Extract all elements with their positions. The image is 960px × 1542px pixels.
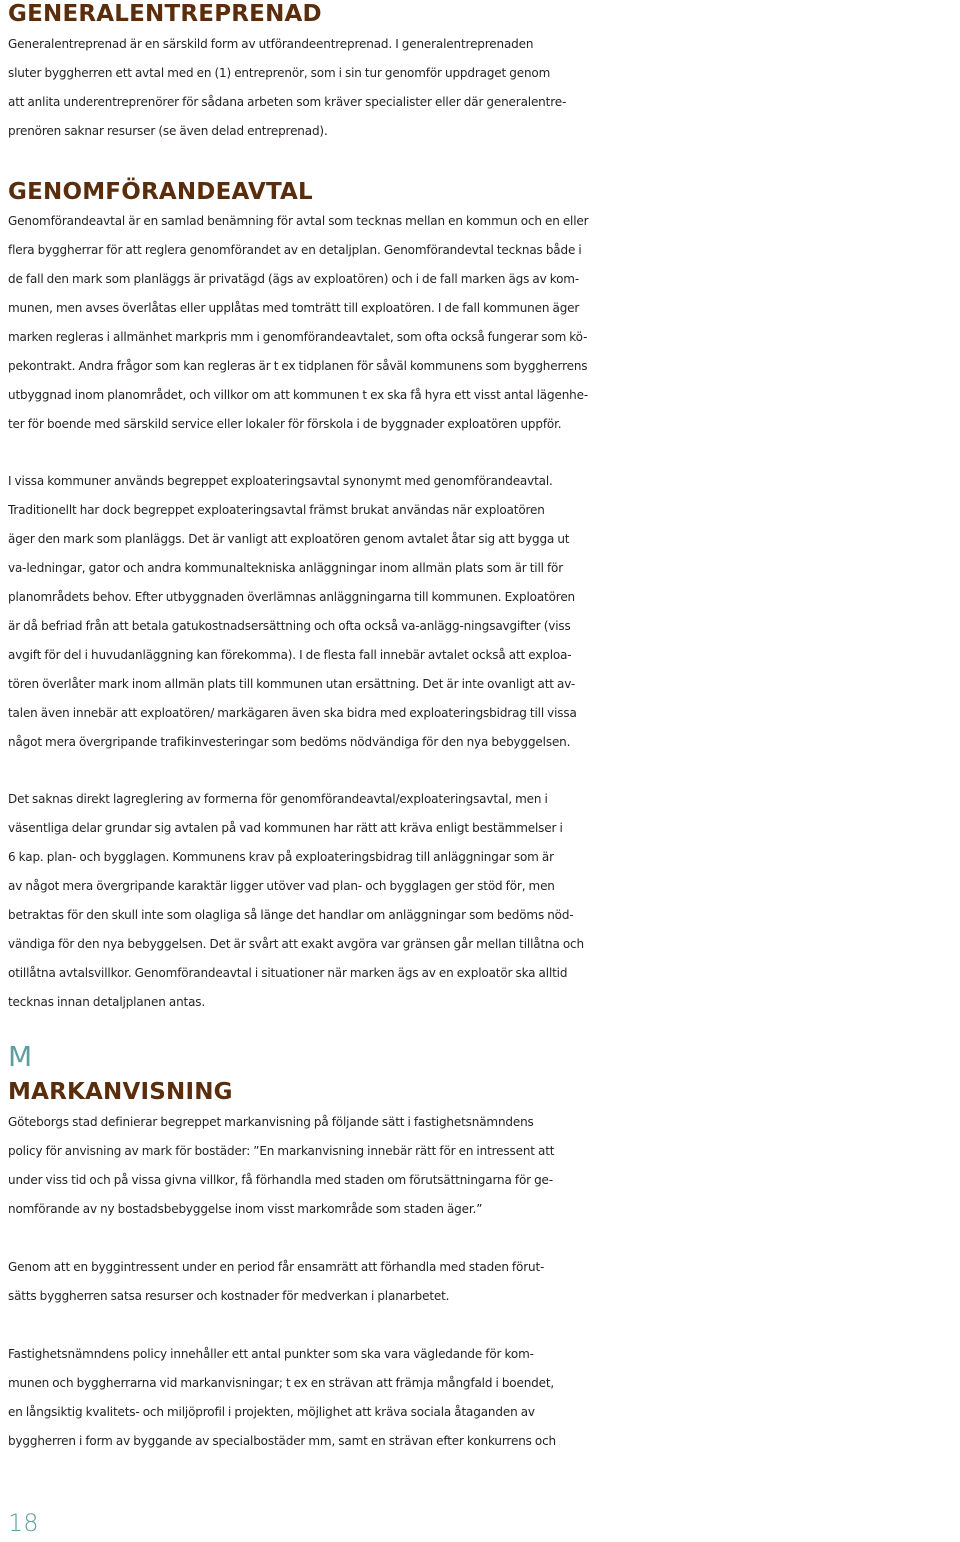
text-line: av något mera övergripande karaktär ligger utöver vad plan- och bygglagen ger stöd för, men <box>8 879 555 893</box>
text-line: något mera övergripande trafikinvesteringar som bedöms nödvändiga för den nya bebyggelsen. <box>8 735 571 749</box>
text-line: Fastighetsnämndens policy innehåller ett antal punkter som ska vara vägledande för kom- <box>8 1347 534 1361</box>
text-line: munen, men avses överlåtas eller upplåtas med tomträtt till exploatören. I de fall kommunen äger <box>8 301 580 315</box>
section-letter-m: M <box>8 1040 33 1073</box>
text-line: avgift för del i huvudanläggning kan förekomma). I de flesta fall innebär avtalet också att exploa- <box>8 648 572 662</box>
text-line: marken regleras i allmänhet markpris mm i genomförandeavtalet, som ofta också fungerar som kö- <box>8 330 588 344</box>
text-line: vändiga för den nya bebyggelsen. Det är svårt att exakt avgöra var gränsen går mellan tillåtna och <box>8 937 584 951</box>
text-line: en långsiktig kvalitets- och miljöprofil i projekten, möjlighet att kräva sociala åtaganden av <box>8 1405 535 1419</box>
text-line: planområdets behov. Efter utbyggnaden överlämnas anläggningarna till kommunen. Exploatören <box>8 590 576 604</box>
text-line: otillåtna avtalsvillkor. Genomförandeavtal i situationer när marken ägs av en exploatör ska alltid <box>8 966 568 980</box>
heading-genomforandeavtal: GENOMFÖRANDEAVTAL <box>8 179 313 205</box>
text-line: Generalentreprenad är en särskild form av utförandeentreprenad. I generalentreprenaden <box>8 37 534 51</box>
text-line: tören överlåter mark inom allmän plats till kommunen utan ersättning. Det är inte ovanligt att av- <box>8 677 576 691</box>
paragraph-markanvisning-2 <box>8 1253 958 1311</box>
text-line: Traditionellt har dock begreppet exploateringsavtal främst brukat användas när exploatören <box>8 503 545 517</box>
text-line: Genomförandeavtal är en samlad benämning för avtal som tecknas mellan en kommun och en eller <box>8 214 589 228</box>
text-line: flera byggherrar för att reglera genomförandet av en detaljplan. Genomförandevtal tecknas både i <box>8 243 582 257</box>
text-line: sluter byggherren ett avtal med en (1) entreprenör, som i sin tur genomför uppdraget genom <box>8 66 551 80</box>
paragraph-genomforandeavtal-3 <box>8 785 958 1017</box>
text-line: talen även innebär att exploatören/ markägaren även ska bidra med exploateringsbidrag till vissa <box>8 706 577 720</box>
text-line: Genom att en byggintressent under en period får ensamrätt att förhandla med staden förut- <box>8 1260 545 1274</box>
text-line: pekontrakt. Andra frågor som kan regleras är t ex tidplanen för såväl kommunens som byggherrens <box>8 359 588 373</box>
text-line: är då befriad från att betala gatukostnadsersättning och ofta också va-anlägg-ningsavgifter (viss <box>8 619 571 633</box>
text-line: utbyggnad inom planområdet, och villkor om att kommunen t ex ska få hyra ett visst antal lägenhe- <box>8 388 589 402</box>
page-number: 18 <box>8 1509 39 1537</box>
text-line: va-ledningar, gator och andra kommunaltekniska anläggningar inom allmän plats som är till för <box>8 561 564 575</box>
heading-generalentreprenad: GENERALENTREPRENAD <box>8 1 322 27</box>
text-line: Göteborgs stad definierar begreppet markanvisning på följande sätt i fastighetsnämndens <box>8 1115 534 1129</box>
text-line: tecknas innan detaljplanen antas. <box>8 995 206 1009</box>
paragraph-generalentreprenad <box>8 30 958 146</box>
text-line: munen och byggherrarna vid markanvisningar; t ex en strävan att främja mångfald i boendet, <box>8 1376 555 1390</box>
text-line: policy för anvisning av mark för bostäder: ”En markanvisning innebär rätt för en intressent att <box>8 1144 555 1158</box>
text-line: äger den mark som planläggs. Det är vanligt att exploatören genom avtalet åtar sig att bygga ut <box>8 532 570 546</box>
text-line: prenören saknar resurser (se även delad entreprenad). <box>8 124 328 138</box>
text-line: betraktas för den skull inte som olagliga så länge det handlar om anläggningar som bedöms nöd- <box>8 908 574 922</box>
heading-markanvisning: MARKANVISNING <box>8 1079 233 1105</box>
text-line: 6 kap. plan- och bygglagen. Kommunens krav på exploateringsbidrag till anläggningar som är <box>8 850 554 864</box>
paragraph-genomforandeavtal-2 <box>8 467 958 757</box>
text-line: ter för boende med särskild service eller lokaler för förskola i de byggnader exploatören uppför. <box>8 417 562 431</box>
text-line: Det saknas direkt lagreglering av formerna för genomförandeavtal/exploateringsavtal, men i <box>8 792 548 806</box>
paragraph-markanvisning-3 <box>8 1340 958 1456</box>
text-line: de fall den mark som planläggs är privatägd (ägs av exploatören) och i de fall marken ägs av kom- <box>8 272 580 286</box>
text-line: väsentliga delar grundar sig avtalen på vad kommunen har rätt att kräva enligt bestämmelser i <box>8 821 563 835</box>
paragraph-genomforandeavtal-1 <box>8 207 958 439</box>
text-line: byggherren i form av byggande av specialbostäder mm, samt en strävan efter konkurrens och <box>8 1434 557 1448</box>
paragraph-markanvisning-1 <box>8 1108 958 1224</box>
text-line: att anlita underentreprenörer för sådana arbeten som kräver specialister eller där generalentre- <box>8 95 567 109</box>
text-line: I vissa kommuner används begreppet exploateringsavtal synonymt med genomförandeavtal. <box>8 474 553 488</box>
text-line: sätts byggherren satsa resurser och kostnader för medverkan i planarbetet. <box>8 1289 450 1303</box>
text-line: nomförande av ny bostadsbebyggelse inom visst markområde som staden äger.” <box>8 1202 483 1216</box>
text-line: under viss tid och på vissa givna villkor, få förhandla med staden om förutsättningarna för ge- <box>8 1173 553 1187</box>
